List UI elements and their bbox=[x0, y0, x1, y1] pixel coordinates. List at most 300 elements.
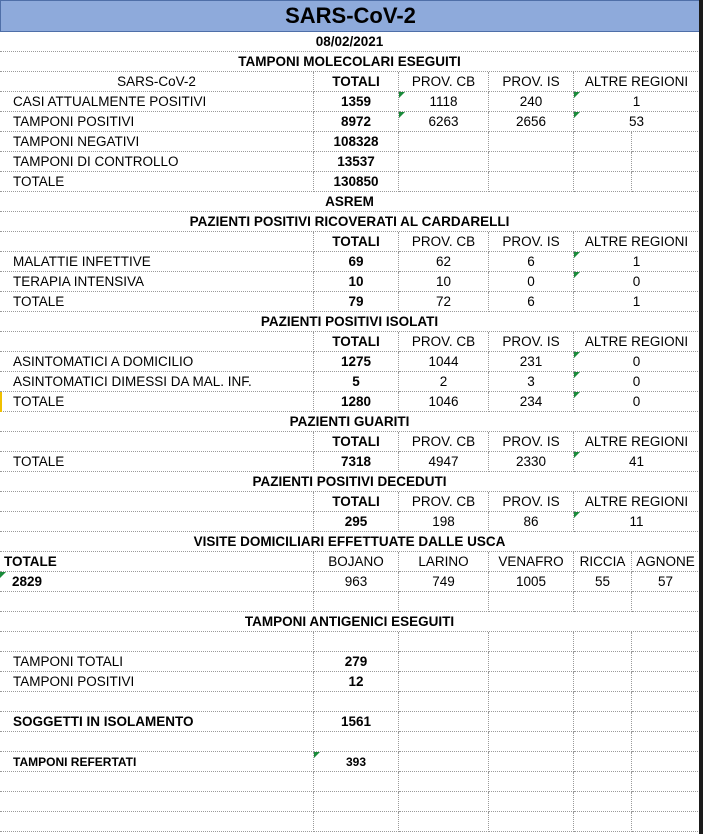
cell-text: 12 bbox=[348, 674, 364, 689]
table-cell[interactable] bbox=[489, 812, 574, 832]
table-cell[interactable] bbox=[489, 492, 574, 512]
table-cell[interactable] bbox=[632, 572, 700, 592]
table-row bbox=[0, 432, 700, 452]
table-row bbox=[0, 212, 700, 232]
table-cell[interactable] bbox=[632, 172, 700, 192]
table-cell[interactable] bbox=[314, 632, 399, 652]
table-cell[interactable] bbox=[574, 432, 700, 452]
header-cell[interactable] bbox=[0, 192, 700, 212]
table-row bbox=[0, 732, 700, 752]
table-cell[interactable] bbox=[489, 272, 574, 292]
table-cell[interactable] bbox=[314, 152, 399, 172]
cell-text: ALTRE REGIONI bbox=[584, 74, 689, 89]
table-cell[interactable] bbox=[314, 512, 399, 532]
table-row bbox=[0, 512, 700, 532]
table-row bbox=[0, 352, 700, 372]
cell-text: TOTALE bbox=[13, 394, 65, 409]
cell-text: TOTALI bbox=[332, 234, 380, 249]
table-cell[interactable] bbox=[314, 672, 399, 692]
table-cell[interactable] bbox=[632, 672, 700, 692]
table-cell[interactable] bbox=[574, 112, 700, 132]
table-cell[interactable] bbox=[0, 732, 314, 752]
table-cell[interactable] bbox=[399, 452, 489, 472]
cell-text: ALTRE REGIONI bbox=[584, 434, 689, 449]
table-cell[interactable] bbox=[632, 792, 700, 812]
table-cell[interactable] bbox=[489, 572, 574, 592]
header-cell[interactable] bbox=[0, 532, 700, 552]
table-cell[interactable] bbox=[314, 392, 399, 412]
cell-text: 234 bbox=[519, 394, 543, 409]
table-cell[interactable] bbox=[0, 372, 314, 392]
table-cell[interactable] bbox=[574, 812, 632, 832]
table-cell[interactable] bbox=[489, 452, 574, 472]
table-cell[interactable] bbox=[0, 92, 314, 112]
table-cell[interactable] bbox=[489, 372, 574, 392]
table-cell[interactable] bbox=[0, 332, 314, 352]
table-cell[interactable] bbox=[314, 132, 399, 152]
cell-text: TOTALI bbox=[332, 434, 380, 449]
cell-text: PROV. IS bbox=[502, 74, 560, 89]
table-cell[interactable] bbox=[489, 92, 574, 112]
table-row bbox=[0, 272, 700, 292]
cell-text: AGNONE bbox=[636, 554, 695, 569]
cell-text: 5 bbox=[352, 374, 360, 389]
table-cell[interactable] bbox=[0, 112, 314, 132]
table-cell[interactable] bbox=[574, 72, 700, 92]
table-cell[interactable] bbox=[0, 592, 314, 612]
table-cell[interactable] bbox=[632, 592, 700, 612]
table-cell[interactable] bbox=[0, 632, 314, 652]
table-cell[interactable] bbox=[632, 552, 700, 572]
table-cell[interactable] bbox=[632, 732, 700, 752]
header-cell[interactable] bbox=[314, 332, 399, 352]
header-cell[interactable] bbox=[0, 412, 700, 432]
table-cell[interactable] bbox=[0, 792, 314, 812]
table-cell[interactable] bbox=[574, 352, 700, 372]
table-cell[interactable] bbox=[0, 692, 314, 712]
header-cell[interactable] bbox=[0, 212, 700, 232]
header-cell[interactable] bbox=[0, 612, 700, 632]
table-cell[interactable] bbox=[399, 592, 489, 612]
cell-text: 1 bbox=[632, 94, 641, 109]
cell-text: 10 bbox=[435, 274, 452, 289]
table-cell[interactable] bbox=[314, 732, 399, 752]
table-cell[interactable] bbox=[632, 752, 700, 772]
header-cell[interactable] bbox=[0, 52, 700, 72]
table-cell[interactable] bbox=[489, 72, 574, 92]
cell-text: 1046 bbox=[428, 394, 459, 409]
table-row bbox=[0, 612, 700, 632]
cell-text: 55 bbox=[594, 574, 611, 589]
table-cell[interactable] bbox=[489, 652, 574, 672]
error-indicator-icon bbox=[574, 252, 580, 258]
cell-text: 0 bbox=[527, 274, 535, 289]
table-row bbox=[0, 572, 700, 592]
table-cell[interactable] bbox=[632, 632, 700, 652]
table-cell[interactable] bbox=[0, 72, 314, 92]
table-cell[interactable] bbox=[399, 652, 489, 672]
cell-text: TOTALI bbox=[332, 74, 380, 89]
table-cell[interactable] bbox=[314, 112, 399, 132]
cell-text: 69 bbox=[348, 254, 364, 269]
table-cell[interactable] bbox=[574, 272, 700, 292]
cell-text: PROV. CB bbox=[411, 434, 476, 449]
table-cell[interactable] bbox=[0, 172, 314, 192]
cell-text: 53 bbox=[628, 114, 645, 129]
table-cell[interactable] bbox=[314, 372, 399, 392]
table-cell[interactable] bbox=[574, 452, 700, 472]
table-cell[interactable] bbox=[574, 792, 632, 812]
table-cell[interactable] bbox=[314, 92, 399, 112]
cell-text: 2 bbox=[439, 374, 448, 389]
table-cell[interactable] bbox=[399, 372, 489, 392]
cell-text: TOTALE bbox=[13, 174, 65, 189]
table-cell[interactable] bbox=[314, 172, 399, 192]
table-cell[interactable] bbox=[489, 732, 574, 752]
cell-text: TOTALI bbox=[332, 494, 380, 509]
table-cell[interactable] bbox=[0, 252, 314, 272]
table-cell[interactable] bbox=[574, 592, 632, 612]
table-cell[interactable] bbox=[0, 712, 314, 732]
table-cell[interactable] bbox=[574, 712, 632, 732]
table-cell[interactable] bbox=[0, 432, 314, 452]
header-cell[interactable] bbox=[314, 72, 399, 92]
table-cell[interactable] bbox=[314, 752, 399, 772]
table-cell[interactable] bbox=[399, 292, 489, 312]
cell-text: 2829 bbox=[12, 574, 43, 589]
table-cell[interactable] bbox=[574, 652, 632, 672]
cell-text: 0 bbox=[632, 394, 641, 409]
table-cell[interactable] bbox=[574, 492, 700, 512]
cell-text: TOTALE bbox=[4, 554, 57, 569]
table-cell[interactable] bbox=[574, 572, 632, 592]
table-cell[interactable] bbox=[314, 572, 399, 592]
table-row bbox=[0, 672, 700, 692]
cell-text: 2330 bbox=[515, 454, 547, 469]
sheet-right-border bbox=[699, 0, 703, 834]
table-cell[interactable] bbox=[314, 352, 399, 372]
error-indicator-icon bbox=[574, 512, 580, 518]
table-cell[interactable] bbox=[574, 752, 632, 772]
cell-text: PROV. CB bbox=[411, 74, 476, 89]
cell-text: 1118 bbox=[429, 94, 458, 109]
table-cell[interactable] bbox=[489, 172, 574, 192]
table-row bbox=[0, 712, 700, 732]
table-cell[interactable] bbox=[314, 592, 399, 612]
table-cell[interactable] bbox=[314, 812, 399, 832]
cell-text: 240 bbox=[519, 94, 543, 109]
cell-text: PAZIENTI GUARITI bbox=[289, 414, 410, 429]
table-cell[interactable] bbox=[314, 692, 399, 712]
error-indicator-icon bbox=[314, 752, 320, 758]
cell-text: SOGGETTI IN ISOLAMENTO bbox=[13, 714, 194, 729]
table-cell[interactable] bbox=[399, 712, 489, 732]
table-cell[interactable] bbox=[574, 332, 700, 352]
table-row bbox=[0, 252, 700, 272]
table-cell[interactable] bbox=[0, 492, 314, 512]
table-cell[interactable] bbox=[574, 392, 700, 412]
table-cell[interactable] bbox=[632, 712, 700, 732]
cell-text: PAZIENTI POSITIVI DECEDUTI bbox=[252, 474, 447, 489]
table-cell[interactable] bbox=[574, 252, 700, 272]
table-cell[interactable] bbox=[574, 132, 632, 152]
table-cell[interactable] bbox=[399, 512, 489, 532]
table-cell[interactable] bbox=[0, 812, 314, 832]
table-cell[interactable] bbox=[399, 152, 489, 172]
table-row bbox=[0, 552, 700, 572]
table-cell[interactable] bbox=[489, 752, 574, 772]
table-cell[interactable] bbox=[0, 292, 314, 312]
table-cell[interactable] bbox=[0, 152, 314, 172]
table-cell[interactable] bbox=[574, 512, 700, 532]
table-cell[interactable] bbox=[314, 272, 399, 292]
cell-text: 231 bbox=[519, 354, 543, 369]
table-row bbox=[0, 472, 700, 492]
cell-text: 6 bbox=[527, 254, 535, 269]
table-cell[interactable] bbox=[0, 392, 314, 412]
cell-text: 279 bbox=[344, 654, 368, 669]
table-cell[interactable] bbox=[574, 772, 632, 792]
cell-text: 0 bbox=[632, 354, 641, 369]
table-cell[interactable] bbox=[0, 752, 314, 772]
table-cell[interactable] bbox=[314, 292, 399, 312]
cell-text: TAMPONI DI CONTROLLO bbox=[13, 154, 179, 169]
table-cell[interactable] bbox=[399, 752, 489, 772]
table-cell[interactable] bbox=[489, 692, 574, 712]
table-cell[interactable] bbox=[574, 732, 632, 752]
header-cell[interactable] bbox=[0, 32, 700, 52]
cell-text: ALTRE REGIONI bbox=[584, 234, 689, 249]
cell-text: PROV. IS bbox=[502, 494, 560, 509]
table-cell[interactable] bbox=[574, 152, 632, 172]
error-indicator-icon bbox=[574, 272, 580, 278]
table-cell[interactable] bbox=[574, 92, 700, 112]
table-cell[interactable] bbox=[314, 772, 399, 792]
table-cell[interactable] bbox=[399, 232, 489, 252]
sheet-title: SARS-CoV-2 bbox=[0, 0, 701, 32]
cell-text: 6 bbox=[527, 294, 535, 309]
table-cell[interactable] bbox=[0, 232, 314, 252]
table-cell[interactable] bbox=[489, 592, 574, 612]
cell-text: 108328 bbox=[333, 134, 379, 149]
table-cell[interactable] bbox=[399, 552, 489, 572]
table-cell[interactable] bbox=[489, 152, 574, 172]
cell-text: 79 bbox=[348, 294, 364, 309]
cell-text: 749 bbox=[432, 574, 455, 589]
table-cell[interactable] bbox=[399, 772, 489, 792]
table-cell[interactable] bbox=[399, 812, 489, 832]
table-row bbox=[0, 752, 700, 772]
cell-text: ASINTOMATICI A DOMICILIO bbox=[13, 354, 194, 369]
table-cell[interactable] bbox=[574, 692, 632, 712]
table-row bbox=[0, 312, 700, 332]
error-indicator-icon bbox=[0, 572, 6, 578]
table-cell[interactable] bbox=[0, 512, 314, 532]
table-cell[interactable] bbox=[0, 552, 314, 572]
table-cell[interactable] bbox=[632, 692, 700, 712]
table-cell[interactable] bbox=[314, 792, 399, 812]
cell-text: MALATTIE INFETTIVE bbox=[13, 254, 151, 269]
table-cell[interactable] bbox=[574, 172, 632, 192]
table-cell[interactable] bbox=[0, 572, 314, 592]
cell-text: TAMPONI POSITIVI bbox=[13, 114, 135, 129]
table-cell[interactable] bbox=[0, 352, 314, 372]
table-cell[interactable] bbox=[399, 272, 489, 292]
cell-text: 13537 bbox=[337, 154, 375, 169]
cell-text: ALTRE REGIONI bbox=[584, 494, 689, 509]
table-cell[interactable] bbox=[399, 352, 489, 372]
table-row bbox=[0, 112, 700, 132]
table-cell[interactable] bbox=[574, 552, 632, 572]
cell-text: 1044 bbox=[428, 354, 459, 369]
table-row bbox=[0, 632, 700, 652]
table-row bbox=[0, 52, 700, 72]
table-cell[interactable] bbox=[399, 792, 489, 812]
table-row bbox=[0, 812, 700, 832]
cell-text: PROV. IS bbox=[502, 434, 560, 449]
table-cell[interactable] bbox=[0, 672, 314, 692]
table-row bbox=[0, 292, 700, 312]
cell-text: 08/02/2021 bbox=[315, 34, 384, 49]
error-indicator-icon bbox=[574, 392, 580, 398]
table-row bbox=[0, 692, 700, 712]
header-cell[interactable] bbox=[314, 492, 399, 512]
cell-text: CASI ATTUALMENTE POSITIVI bbox=[13, 94, 207, 109]
table-row bbox=[0, 652, 700, 672]
cell-text: TAMPONI TOTALI bbox=[13, 654, 124, 669]
table-cell[interactable] bbox=[489, 352, 574, 372]
table-row bbox=[0, 92, 700, 112]
table-cell[interactable] bbox=[489, 672, 574, 692]
table-cell[interactable] bbox=[489, 772, 574, 792]
cell-text: ASREM bbox=[325, 194, 374, 209]
table-cell[interactable] bbox=[0, 272, 314, 292]
table-cell[interactable] bbox=[399, 692, 489, 712]
table-cell[interactable] bbox=[489, 432, 574, 452]
header-cell[interactable] bbox=[0, 312, 700, 332]
header-cell[interactable] bbox=[314, 232, 399, 252]
header-cell[interactable] bbox=[314, 432, 399, 452]
table-cell[interactable] bbox=[489, 392, 574, 412]
error-indicator-icon bbox=[574, 372, 580, 378]
table-cell[interactable] bbox=[574, 672, 632, 692]
table-cell[interactable] bbox=[399, 572, 489, 592]
table-cell[interactable] bbox=[399, 72, 489, 92]
table-cell[interactable] bbox=[574, 292, 700, 312]
table-cell[interactable] bbox=[489, 712, 574, 732]
table-cell[interactable] bbox=[489, 232, 574, 252]
cell-text: 41 bbox=[628, 454, 645, 469]
table-cell[interactable] bbox=[399, 112, 489, 132]
table-cell[interactable] bbox=[632, 132, 700, 152]
cell-text: 198 bbox=[432, 514, 455, 529]
table-cell[interactable] bbox=[314, 452, 399, 472]
table-row bbox=[0, 232, 700, 252]
cell-text: SARS-CoV-2 bbox=[117, 74, 196, 89]
table-row bbox=[0, 772, 700, 792]
table-cell[interactable] bbox=[632, 812, 700, 832]
cell-text: 4947 bbox=[428, 454, 459, 469]
table-cell[interactable] bbox=[574, 232, 700, 252]
table-cell[interactable] bbox=[489, 512, 574, 532]
table-cell[interactable] bbox=[399, 332, 489, 352]
table-cell[interactable] bbox=[632, 152, 700, 172]
table-row bbox=[0, 452, 700, 472]
cell-text: PROV. CB bbox=[411, 234, 476, 249]
table-cell[interactable] bbox=[399, 672, 489, 692]
cell-text: 10 bbox=[348, 274, 364, 289]
table-cell[interactable] bbox=[399, 392, 489, 412]
cell-text: VENAFRO bbox=[498, 554, 564, 569]
table-row bbox=[0, 332, 700, 352]
table-cell[interactable] bbox=[399, 732, 489, 752]
table-cell[interactable] bbox=[0, 452, 314, 472]
table-cell[interactable] bbox=[489, 552, 574, 572]
table-cell[interactable] bbox=[574, 372, 700, 392]
cell-text: 1561 bbox=[340, 714, 372, 729]
table-cell[interactable] bbox=[399, 172, 489, 192]
cell-text: 963 bbox=[344, 574, 368, 589]
cell-text: 3 bbox=[527, 374, 535, 389]
table-cell[interactable] bbox=[0, 652, 314, 672]
cell-text: 72 bbox=[435, 294, 452, 309]
table-cell[interactable] bbox=[632, 652, 700, 672]
cell-text: 0 bbox=[632, 274, 641, 289]
cell-text: 1 bbox=[632, 254, 641, 269]
table-cell[interactable] bbox=[489, 252, 574, 272]
table-cell[interactable] bbox=[399, 92, 489, 112]
cell-text: RICCIA bbox=[579, 554, 626, 569]
cell-text: 11 bbox=[629, 514, 644, 529]
table-cell[interactable] bbox=[489, 632, 574, 652]
cell-text: TERAPIA INTENSIVA bbox=[13, 274, 145, 289]
error-indicator-icon bbox=[574, 452, 580, 458]
table-cell[interactable] bbox=[0, 132, 314, 152]
table-cell[interactable] bbox=[314, 552, 399, 572]
row-selection-marker bbox=[0, 392, 2, 412]
cell-text: TOTALE bbox=[13, 294, 65, 309]
table-row bbox=[0, 372, 700, 392]
table-cell[interactable] bbox=[314, 252, 399, 272]
table-cell[interactable] bbox=[399, 492, 489, 512]
table-cell[interactable] bbox=[0, 772, 314, 792]
table-cell[interactable] bbox=[489, 792, 574, 812]
table-cell[interactable] bbox=[489, 132, 574, 152]
table-cell[interactable] bbox=[489, 332, 574, 352]
table-cell[interactable] bbox=[489, 112, 574, 132]
cell-text: ALTRE REGIONI bbox=[584, 334, 689, 349]
table-cell[interactable] bbox=[489, 292, 574, 312]
table-cell[interactable] bbox=[399, 132, 489, 152]
cell-text: VISITE DOMICILIARI EFFETTUATE DALLE USCA bbox=[193, 534, 506, 549]
cell-text: 2656 bbox=[515, 114, 547, 129]
table-cell[interactable] bbox=[314, 652, 399, 672]
table-cell[interactable] bbox=[314, 712, 399, 732]
table-cell[interactable] bbox=[399, 252, 489, 272]
cell-text: PAZIENTI POSITIVI ISOLATI bbox=[260, 314, 439, 329]
table-row bbox=[0, 592, 700, 612]
cell-text: 130850 bbox=[333, 174, 379, 189]
table-cell[interactable] bbox=[574, 632, 632, 652]
table-cell[interactable] bbox=[399, 432, 489, 452]
table-cell[interactable] bbox=[632, 772, 700, 792]
cell-text: BOJANO bbox=[328, 554, 384, 569]
table-row bbox=[0, 132, 700, 152]
table-row bbox=[0, 192, 700, 212]
table-cell[interactable] bbox=[399, 632, 489, 652]
error-indicator-icon bbox=[574, 92, 580, 98]
header-cell[interactable] bbox=[0, 472, 700, 492]
